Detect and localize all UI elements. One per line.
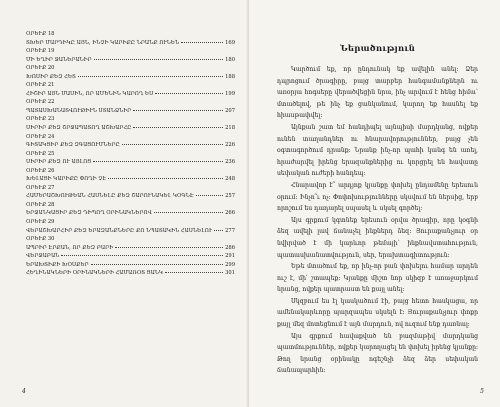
toc-entry-page: 199 [225,90,235,97]
body-paragraph: Հնարավոր է՞ արդյոք կյանքը փոխել ընդամենը երեսուն օրում: Ինչո՞ւ ոչ: Փոփոխությունները սկսվում են ներսից, երբ որոշում ես դադարել սպասել և սկսել գործել: [277,181,478,213]
toc-entry [26,56,235,65]
toc-entry-page: 236 [225,159,235,166]
toc-entry-title: ՀԱՄԵՐԱՇԽՈՒԹԵԱՆ ՀԱՍՆԵԼԸ ՔԵԶ ՇԱՐՈՒՆԱԿԵԼ ԿՕԳՆԷ [26,193,194,200]
table-of-contents [26,30,235,278]
toc-day-heading: ՕՐԵՒՔ 26 [26,167,55,174]
toc-leader-dots [133,126,223,128]
toc-leader-dots [91,263,223,265]
toc-entry-page: 218 [225,125,235,132]
body-paragraph: Եթե մտածում եք, որ ինչ-որ բան փոխելու համար արդեն ուշ է, մի՛ շտապեք: Կյանքը միշտ նոր սկիզբ է առաջարկում նրանց, ովքեր պատրաստ են քայլ անել: [277,263,478,294]
toc-entry [26,141,235,150]
toc-leader-dots [78,75,223,77]
toc-entry-title: ՊԱՏԱՍԽԱՆԱՏՎՈՒԹԻՒՆ ՍՏԱՆՁՆԻՐ [26,107,132,114]
toc-entry-title: ՎԵՐՋԱԲԱՆ [26,253,60,260]
toc-entry [26,192,235,201]
toc-entry [26,124,235,133]
toc-leader-dots [133,109,223,111]
toc-entry [26,158,235,167]
toc-entry-title: ՍԻՐԻՐ ՔԵԶ ՇՐՋԱՊԱՏՈՂ ԱՇԽԱՐՀԸ [26,125,132,132]
toc-day-heading: ՕՐԵՒՔ 20 [26,65,55,72]
toc-leader-dots [196,194,223,196]
toc-leader-dots [94,58,223,60]
left-page-contents [0,0,249,407]
toc-entry-title: ԵՐՋԱՆԿԱՑԻՐ ՔԵԶ ԴԻՊՈՂ ՕՐԻՆԱԿՆԵՐՈՎ [26,210,152,217]
toc-leader-dots [154,211,223,213]
toc-entry [26,244,235,253]
toc-day-heading: ՕՐԵՒՔ 30 [26,236,55,243]
toc-leader-dots [155,92,223,94]
toc-day-heading: ՕՐԵՒՔ 24 [26,133,55,140]
toc-leader-dots [122,143,223,145]
body-paragraph: Այս գրքում հավաքված են բազմաթիվ մարդկանց պատմություններ, ովքեր կարողացել են փոխել իրենց կյանքը: Թող նրանց օրինակը ոգեշնչի ձեզ ձեր սեփական ճանապարհին: [277,332,478,375]
toc-entry-page: 257 [225,193,235,200]
toc-entry-page: 226 [225,142,235,149]
toc-leader-dots [93,160,223,162]
toc-entry-title: ՀԵՂԻՆԱԿՆԵՐԻ ՕՐԻՆԱԿՆԵՐԻ ՀԱՄԱՌՕՏ ՑԱՆԿ [26,270,164,277]
body-paragraph: Սկզբում ես էլ կասկածում էի, բայց հետո հասկացա, որ ամենակարևորը պարզապես սկսելն է: Յուրաքանչյուր փոքր քայլ մեզ մոտեցնում է այն մարդուն, ով ուզում ենք դառնալ: [277,297,478,329]
toc-entry-page: 180 [225,56,235,63]
toc-entry-title: ԳԻՏԱԿՑԻՐ ՔԵԶ ԶԳԱՑՈՒՄՆԵՐԸ [26,142,120,149]
right-page-introduction [249,0,500,407]
toc-entry-page: 188 [225,73,235,80]
toc-leader-dots [214,229,223,231]
toc-day-heading: ՕՐԵՒՔ 22 [26,99,55,106]
toc-entry [26,107,235,116]
page-number-left: 4 [22,388,26,395]
body-paragraph: Այնքան շատ եմ հանդիպել այնպիսի մարդկանց, ովքեր ունեն տաղանդներ ու հնարավորություններ, բայց չեն օգտագործում դրանք: Նրանք ինչ-որ պահի կանգ են առել, հրաժարվել իրենց երազանքներից ու կորցրել են հավատը սեփական ուժերի հանդեպ: [277,123,478,178]
toc-entry-page: 299 [225,261,235,268]
toc-entry-title: ԽՈՍԻՐ ՔԵԶ ՀԵՏ [26,73,76,80]
toc-entry-page: 291 [225,253,235,260]
toc-day-heading: ՕՐԵՒՔ 18 [26,31,55,37]
toc-entry-title: ՀԻՇԻՐ ԱՅՆ ՄԱՍԻՆ, ՈՐ ԱՄԵՆԻՆ ԿԱՐՈՂ ԵՍ [26,90,154,97]
toc-entry-page: 266 [225,210,235,217]
toc-entry-page: 277 [225,227,235,234]
toc-leader-dots [165,271,223,273]
toc-entry [26,175,235,184]
toc-entry [26,73,235,82]
toc-day-heading: ՕՐԵՒՔ 25 [26,150,55,157]
toc-day-heading: ՕՐԵՒՔ 28 [26,201,55,208]
introduction-text [277,64,478,377]
toc-entry-page: 286 [225,244,235,251]
toc-day-heading: ՕՐԵՒՔ 29 [26,219,55,226]
toc-entry-page: 169 [225,39,235,46]
toc-leader-dots [181,41,223,43]
toc-entry-page: 248 [225,176,235,183]
toc-entry [26,269,235,278]
body-paragraph: Այս գրքում կգտնեք երեսուն օրվա ծրագիր, որը կօգնի ձեզ ավելի լավ ճանաչել ինքներդ ձեզ: Յուրաքանչյուր օր նվիրված է մի կարևոր թեմայի՝ ինքնավստահություն, պատասխանատվություն, սեր, երախտագիտություն: [277,216,478,259]
page-number-right: 5 [480,388,484,395]
toc-day-heading: ՕՐԵՒՔ 23 [26,116,55,123]
toc-leader-dots [115,246,223,248]
toc-entry [26,90,235,99]
toc-entry-page: 301 [225,270,235,277]
toc-entry-title: ՍԻՐԻՐ ՔԵԶ ՈՒ ԱՅԼՈՑ [26,159,92,166]
toc-entry [26,261,235,270]
toc-entry-title: ՎԵՐԱՇԽԱՐՀԻՐ ՔԵԶ ԵՐԱԶԱՆՔՆԵՐԸ ՔՈ ՆՊԱՏԱԿԻՆ ՀԱՍՆԵԼՈՒ [26,227,213,234]
toc-entry-title: ՏԽԵՐ ՄԱՐԴԻԿԸ ԱՅՆ, ԻՆՉԻ ԿԱՐԻՔԸ ՆՐԱՆՔ ՈՒՆԵՆ [26,39,180,46]
toc-entry-title: ԵՐԱԽՏԻՔԻ ԽՕՍՔԵՐ [26,261,89,268]
toc-entry [26,252,235,261]
body-paragraph: Կարծում եք, որ ընդունակ եք ավելին անել: Ձեր դպրոցում ծրագիրը, բայց տարբեր հանգամանքներն ու առօրյա հոգսերը վերածվեցին նրա, ինչ արվում է հենց հիմա՝ մտածելով, թե ինչ եք ցանկանում, կարող եք հասնել եք հիասթափվել: [277,66,478,120]
chapter-title: Ներածություն [339,44,416,54]
toc-leader-dots [61,254,223,256]
toc-entry-title: ԽԵԼԱՑԻ ԿԱՐԻՔԸ ՓՈՂԻ ՉԷ [26,176,107,183]
toc-entry-page: 207 [225,107,235,114]
toc-entry [26,39,235,48]
toc-entry-title: ՄԻ ԵՂԻՐ ՋԱՆԵՐԱՆԻՐ [26,56,92,63]
toc-leader-dots [108,177,223,179]
toc-entry-title: ԱՊՐԻՐ ԷՐՔԱՆ, ՈՐ ՔԵԶ ԲԱՐԻ [26,244,114,251]
toc-day-heading: ՕՐԵՒՔ 27 [26,184,55,191]
toc-day-heading: ՕՐԵՒՔ 21 [26,82,55,89]
toc-day-heading: ՕՐԵՒՔ 19 [26,48,55,55]
toc-entry [26,227,235,236]
toc-entry [26,209,235,218]
